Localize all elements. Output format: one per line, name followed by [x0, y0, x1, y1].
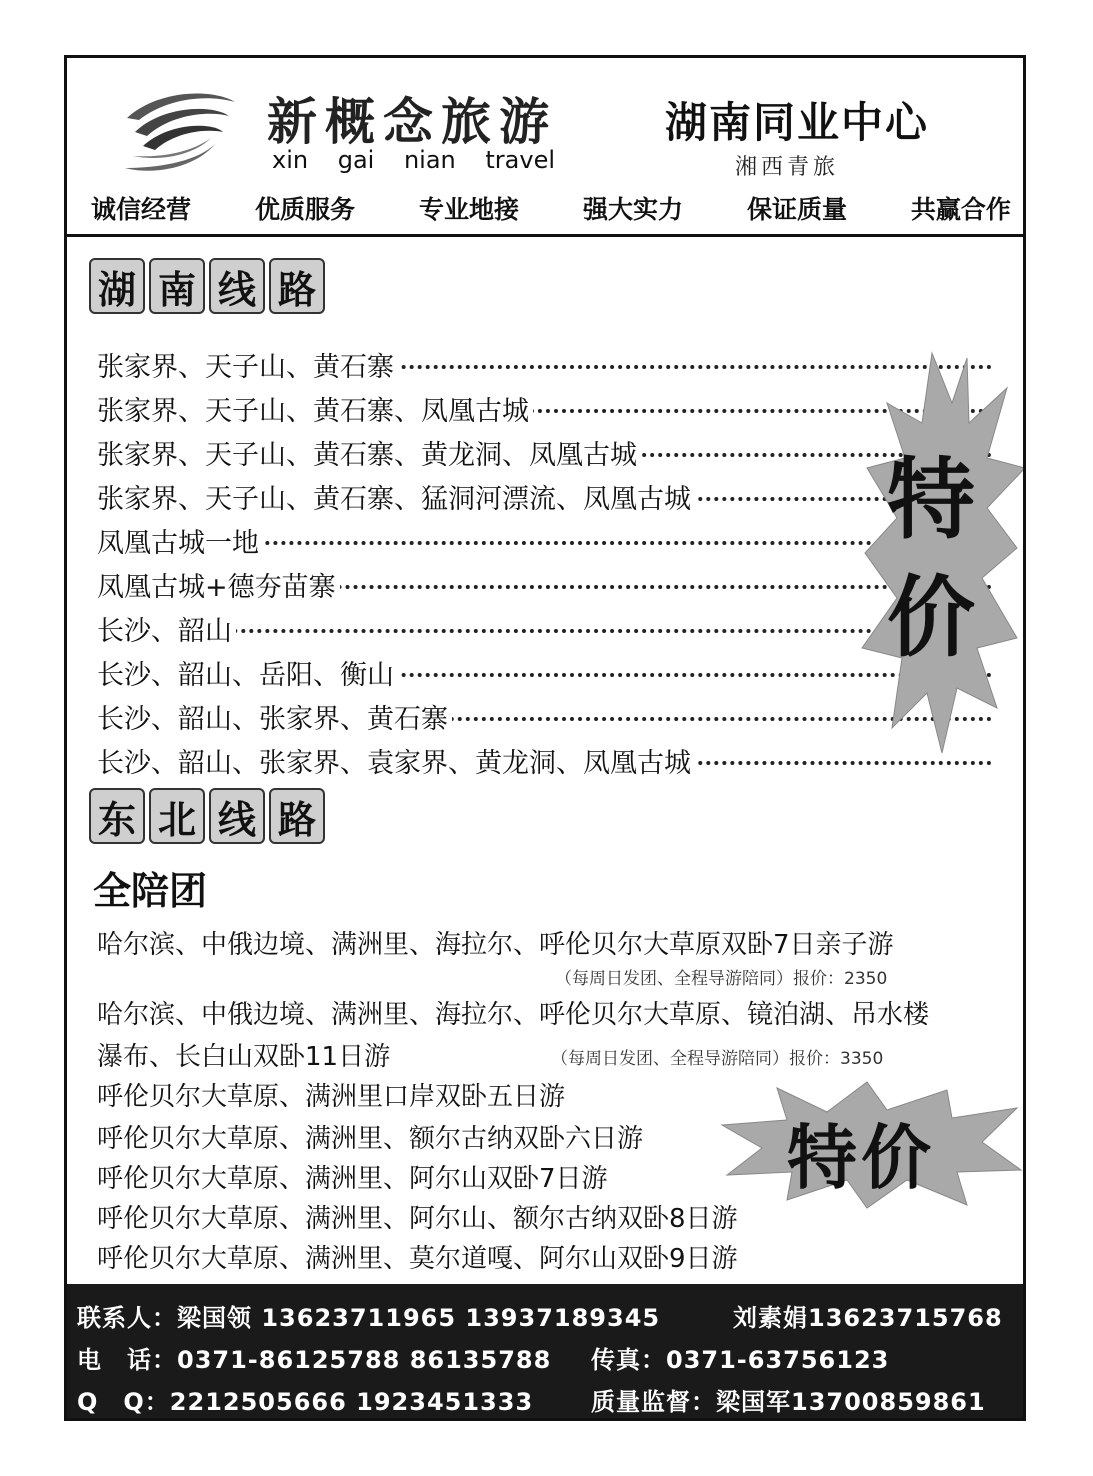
list-item: 呼伦贝尔大草原、满洲里、阿尔山双卧7日游 — [97, 1164, 608, 1194]
route-name: 凤凰古城+德夯苗寨 — [97, 565, 340, 604]
route-name: 瀑布、长白山双卧11日游 — [97, 1042, 391, 1072]
heading-char: 线 — [209, 258, 265, 314]
special-price-label: 特价 — [787, 1119, 935, 1197]
route-name: 张家界、天子山、黄石寨 — [97, 345, 398, 384]
center-subtitle: 湘西青旅 — [735, 155, 840, 180]
route-name: 长沙、韶山、张家界、袁家界、黄龙洞、凤凰古城 — [97, 741, 695, 780]
heading-char: 路 — [269, 788, 325, 844]
contact-line: 刘素娟13623715768 — [733, 1304, 1003, 1332]
special-price-char: 价 — [887, 568, 976, 667]
swirl-logo-icon — [117, 80, 237, 180]
contact-line: 联系人：梁国领 13623711965 13937189345 — [77, 1304, 661, 1332]
special-price-char: 特 — [887, 450, 976, 549]
heading-char: 东 — [89, 788, 145, 844]
list-item: 呼伦贝尔大草原、满洲里、阿尔山、额尔古纳双卧8日游 — [97, 1204, 738, 1234]
list-item: 呼伦贝尔大草原、满洲里、额尔古纳双卧六日游 — [97, 1124, 644, 1154]
slogan: 专业地接 — [418, 195, 519, 224]
route-name: 长沙、韶山 — [97, 609, 236, 648]
slogan: 共赢合作 — [910, 195, 1011, 224]
route-name: 张家界、天子山、黄石寨、猛洞河漂流、凤凰古城 — [97, 477, 695, 516]
slogan: 优质服务 — [254, 195, 355, 224]
route-name: 长沙、韶山、岳阳、衡山 — [97, 653, 398, 692]
route-name: 凤凰古城一地 — [97, 521, 263, 560]
route-name: 哈尔滨、中俄边境、满洲里、海拉尔、呼伦贝尔大草原双卧7日亲子游 — [97, 930, 894, 960]
contact-footer — [67, 1284, 1023, 1421]
brand-name-en: xin gai nian travel — [272, 146, 555, 174]
price-note: （每周日发团、全程导游陪同）报价：3350 — [551, 1049, 884, 1069]
price-note: （每周日发团、全程导游陪同）报价：2350 — [555, 969, 888, 989]
route-name: 张家界、天子山、黄石寨、凤凰古城 — [97, 389, 533, 428]
route-name: 长沙、韶山、张家界、黄石寨 — [97, 697, 452, 736]
route-name: 哈尔滨、中俄边境、满洲里、海拉尔、呼伦贝尔大草原、镜泊湖、吊水楼 — [97, 1000, 930, 1030]
route-name: 张家界、天子山、黄石寨、黄龙洞、凤凰古城 — [97, 433, 641, 472]
heading-char: 北 — [149, 788, 205, 844]
list-item: 呼伦贝尔大草原、满洲里、莫尔道嘎、阿尔山双卧9日游 — [97, 1244, 738, 1274]
northeast-routes-heading — [89, 788, 325, 844]
heading-char: 南 — [149, 258, 205, 314]
qq-line: Q Q：2212505666 1923451333 — [77, 1388, 534, 1416]
slogan-row — [91, 190, 1011, 226]
slogan: 诚信经营 — [91, 195, 192, 224]
center-title: 湖南同业中心 — [665, 98, 930, 147]
slogan: 保证质量 — [746, 195, 847, 224]
fax-line: 传真：0371-63756123 — [591, 1346, 890, 1374]
heading-char: 路 — [269, 258, 325, 314]
brand-name-cn: 新概念旅游 — [267, 92, 557, 151]
header — [67, 58, 1023, 237]
phone-line: 电 话：0371-86125788 86135788 — [77, 1346, 552, 1374]
hunan-routes-heading — [89, 258, 325, 314]
flyer — [64, 55, 1026, 1421]
heading-char: 线 — [209, 788, 265, 844]
list-item: 呼伦贝尔大草原、满洲里口岸双卧五日游 — [97, 1082, 566, 1112]
supervisor-line: 质量监督：梁国军13700859861 — [591, 1388, 986, 1416]
slogan: 强大实力 — [582, 195, 683, 224]
heading-char: 湖 — [89, 258, 145, 314]
tour-type-label: 全陪团 — [93, 869, 208, 913]
